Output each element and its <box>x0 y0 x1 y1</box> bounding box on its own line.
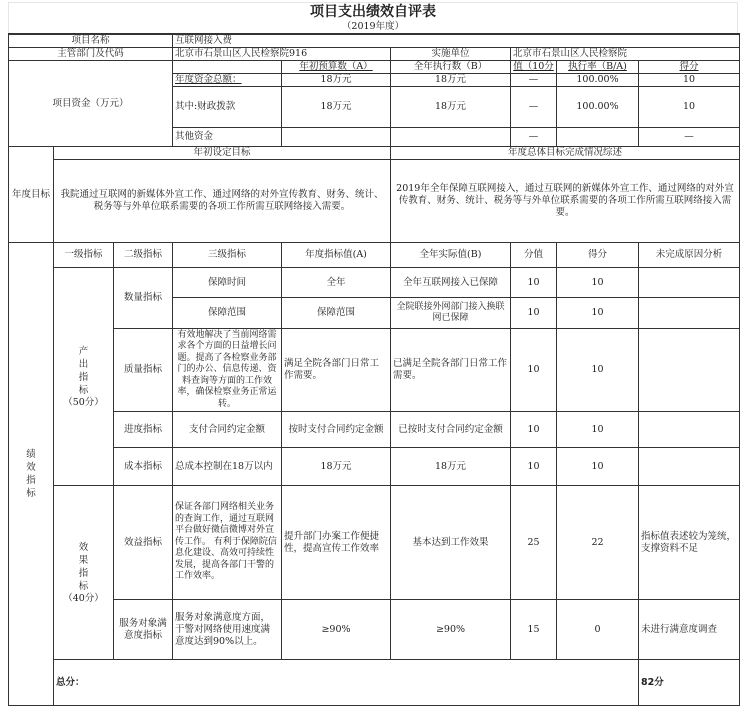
total-value: 82分 <box>639 660 740 706</box>
weight-value: 10 <box>511 448 557 486</box>
score-value: 10 <box>557 448 639 486</box>
actual-value: 已按时支付合同约定金额 <box>391 412 511 448</box>
initial-goal-header: 年初设定目标 <box>54 147 391 160</box>
output-group: 产出指标 （50分） <box>54 268 114 486</box>
funds-row-name: 其他资金 <box>173 128 282 147</box>
reason-value <box>639 298 740 329</box>
actual-value: ≥90% <box>391 600 511 660</box>
perf-header-actual: 全年实际值(B) <box>391 243 511 268</box>
perf-header-l1: 一级指标 <box>54 243 114 268</box>
funds-row-weight: — <box>511 87 557 128</box>
actual-value: 全年互联网接入已保障 <box>391 268 511 298</box>
performance-label: 绩效指标 <box>9 243 54 706</box>
target-value: 按时支付合同约定金额 <box>282 412 391 448</box>
funds-row-b: 18万元 <box>391 74 511 87</box>
weight-value: 10 <box>511 298 557 329</box>
perf-header-reason: 未完成原因分析 <box>639 243 740 268</box>
l2-quantity: 数量指标 <box>114 268 173 329</box>
weight-value: 10 <box>511 268 557 298</box>
l2-satisfaction: 服务对象满意度指标 <box>114 600 173 660</box>
funds-row-rate <box>557 128 639 147</box>
funds-row-weight: — <box>511 128 557 147</box>
funds-header-blank <box>173 61 282 74</box>
funds-row-name: 其中:财政拨款 <box>173 87 282 128</box>
reason-value: 指标值表述较为笼统，支撑资料不足 <box>639 486 740 600</box>
actual-value: 18万元 <box>391 448 511 486</box>
actual-value: 全院联接外网部门接入换联网已保障 <box>391 298 511 329</box>
score-value: 22 <box>557 486 639 600</box>
annual-goal-label: 年度目标 <box>9 147 54 243</box>
funds-row-a: 18万元 <box>282 74 391 87</box>
weight-value: 25 <box>511 486 557 600</box>
funds-row-weight: — <box>511 74 557 87</box>
l3-indicator: 总成本控制在18万以内 <box>173 448 282 486</box>
score-value: 10 <box>557 268 639 298</box>
funds-row-score: 10 <box>639 87 740 128</box>
dept-label: 主管部门及代码 <box>9 48 173 61</box>
impl-label: 实施单位 <box>391 48 511 61</box>
summary-text: 2019年全年保障互联网接入，通过互联网的新媒体外宣工作、通过网络的对外宣传教育、财务、统计、税务等与外单位联系需要的各项工作所需互联网络接入需要。 <box>391 160 740 243</box>
target-value: 提升部门办案工作便捷性，提高宣传工作效率 <box>282 486 391 600</box>
l2-quality: 质量指标 <box>114 329 173 412</box>
l3-indicator: 保障时间 <box>173 268 282 298</box>
l3-indicator: 保证各部门网络相关业务的查询工作，通过互联网平台做好微信微博对外宣传工作。 有利于保障院信息化建设、高效可持续性发展，提高各部门干警的工作效率。 <box>173 486 282 600</box>
perf-header-target: 年度指标值(A) <box>282 243 391 268</box>
funds-row-rate: 100.00% <box>557 87 639 128</box>
target-value: 满足全院各部门日常工作需要。 <box>282 329 391 412</box>
reason-value <box>639 448 740 486</box>
funds-header-b: 全年执行数（B） <box>391 61 511 74</box>
target-value: 全年 <box>282 268 391 298</box>
l2-progress: 进度指标 <box>114 412 173 448</box>
score-value: 0 <box>557 600 639 660</box>
summary-header: 年度总体目标完成情况综述 <box>391 147 740 160</box>
page-title: 项目支出绩效自评表 <box>8 2 738 20</box>
page-subtitle: （2019年度） <box>8 20 738 33</box>
target-value: 保障范围 <box>282 298 391 329</box>
score-value: 10 <box>557 329 639 412</box>
actual-value: 基本达到工作效果 <box>391 486 511 600</box>
reason-value <box>639 412 740 448</box>
evaluation-table <box>8 33 740 706</box>
dept-value: 北京市石景山区人民检察院916 <box>173 48 391 61</box>
reason-value: 未进行满意度调查 <box>639 600 740 660</box>
perf-header-l3: 三级指标 <box>173 243 282 268</box>
weight-value: 10 <box>511 412 557 448</box>
funds-row-score: 10 <box>639 74 740 87</box>
initial-goal-text: 我院通过互联网的新媒体外宣工作、通过网络的对外宣传教育、财务、统计、税务等与外单位联系需要的各项工作所需互联网络接入需要。 <box>54 160 391 243</box>
funds-label: 项目资金（万元） <box>9 61 173 147</box>
target-value: ≥90% <box>282 600 391 660</box>
funds-row-rate: 100.00% <box>557 74 639 87</box>
reason-value <box>639 329 740 412</box>
project-name-label: 项目名称 <box>9 35 173 48</box>
funds-header-weight: 值（10分 <box>511 61 557 74</box>
actual-value: 已满足全院各部门日常工作需要。 <box>391 329 511 412</box>
l3-indicator: 服务对象满意度方面，干警对网络使用速度满意度达到90%以上。 <box>173 600 282 660</box>
funds-header-a: 年初预算数（A） <box>282 61 391 74</box>
funds-row-score: — <box>639 128 740 147</box>
l3-indicator: 有效地解决了当前网络需求各个方面的日益增长问题。提高了各检察业务部门的办公、信息传递、资料查询等方面的工作效率，确保检察业务正常运转。 <box>173 329 282 412</box>
score-value: 10 <box>557 412 639 448</box>
funds-row-a <box>282 128 391 147</box>
reason-value <box>639 268 740 298</box>
funds-row-a: 18万元 <box>282 87 391 128</box>
l3-indicator: 支付合同约定金额 <box>173 412 282 448</box>
weight-value: 15 <box>511 600 557 660</box>
weight-value: 10 <box>511 329 557 412</box>
total-label: 总分： <box>54 660 639 706</box>
perf-header-l2: 二级指标 <box>114 243 173 268</box>
l3-indicator: 保障范围 <box>173 298 282 329</box>
funds-row-b: 18万元 <box>391 87 511 128</box>
l2-cost: 成本指标 <box>114 448 173 486</box>
funds-row-b <box>391 128 511 147</box>
effect-group: 效果指标 （40分） <box>54 486 114 660</box>
perf-header-weight: 分值 <box>511 243 557 268</box>
l2-benefit: 效益指标 <box>114 486 173 600</box>
score-value: 10 <box>557 298 639 329</box>
project-name-value: 互联网接入费 <box>173 35 740 48</box>
funds-header-score: 得分 <box>639 61 740 74</box>
target-value: 18万元 <box>282 448 391 486</box>
perf-header-score: 得分 <box>557 243 639 268</box>
impl-value: 北京市石景山区人民检察院 <box>511 48 740 61</box>
funds-row-name: 年度资金总额： <box>173 74 282 87</box>
funds-header-rate: 执行率（B/A) <box>557 61 639 74</box>
